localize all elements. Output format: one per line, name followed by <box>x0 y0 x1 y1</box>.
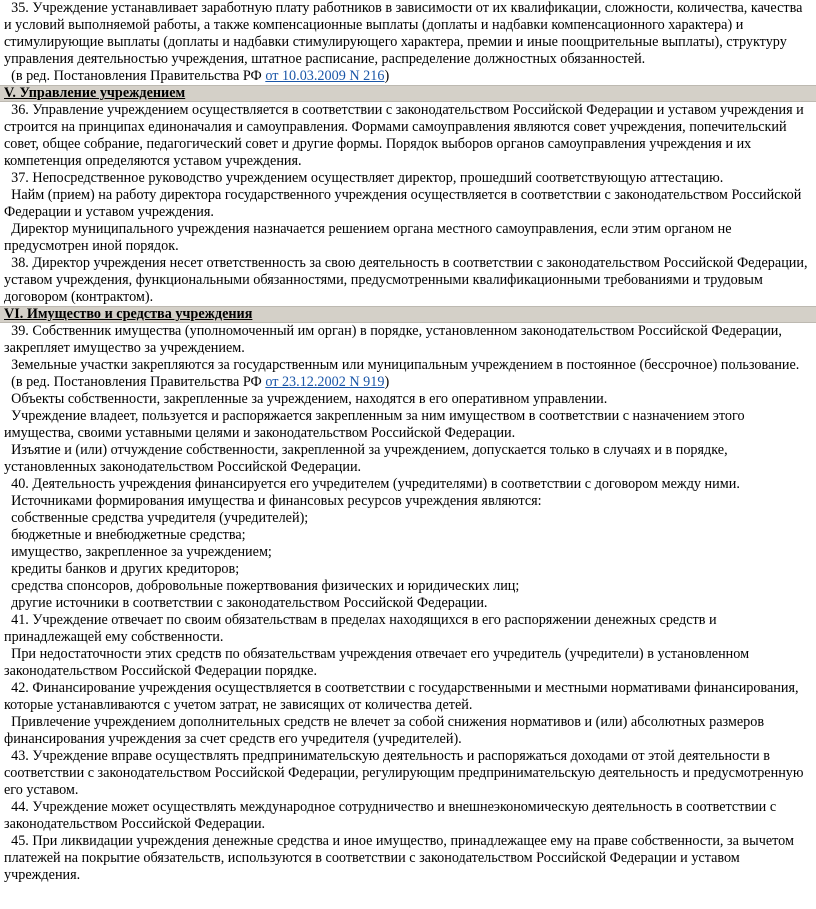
amendment-suffix: ) <box>384 68 390 84</box>
paragraph: имущество, закрепленное за учреждением; <box>4 544 272 560</box>
paragraph: 41. Учреждение отвечает по своим обязательствам в пределах находящихся в его распоряжении денежных средств и принадлежащей ему собственности. <box>4 612 717 645</box>
paragraph: кредиты банков и других кредиторов; <box>4 561 240 577</box>
amendment-reference <box>4 68 812 85</box>
paragraph: Объекты собственности, закрепленные за учреждением, находятся в его оперативном управлении. <box>4 391 608 407</box>
paragraph: 37. Непосредственное руководство учреждением осуществляет директор, прошедший соответствующую аттестацию. <box>4 170 724 186</box>
paragraph: Директор муниципального учреждения назначается решением органа местного самоуправления, если этим органом не предусмотрен иной порядок. <box>4 221 732 254</box>
paragraph: 43. Учреждение вправе осуществлять предпринимательскую деятельность и распоряжаться доходами от этой деятельности в соответствии с законодательством Российской Федерации, регулирующим предпринимательскую деятельность и предусмотренную его уставом. <box>4 748 804 798</box>
paragraph: Привлечение учреждением дополнительных средств не влечет за собой снижения нормативов и (или) абсолютных размеров финансирования учреждения за счет средств его учредителя (учредителей). <box>4 714 765 747</box>
paragraph: 35. Учреждение устанавливает заработную плату работников в зависимости от их квалификации, сложности, количества, качества и условий выполняемой работы, а также компенсационные выплаты (доплаты и надбавки компенсационного характера) и стимулирующие выплаты (доплаты и надбавки стимулирующего характера, премии и иные поощрительные выплаты), структуру управления деятельностью учреждения, штатное расписание, распределение должностных обязанностей. <box>4 0 803 67</box>
paragraph: Изъятие и (или) отчуждение собственности, закрепленной за учреждением, допускается только в случаях и в порядке, установленных законодательством Российской Федерации. <box>4 442 728 475</box>
paragraph: бюджетные и внебюджетные средства; <box>4 527 246 543</box>
paragraph: Учреждение владеет, пользуется и распоряжается закрепленным за ним имуществом в соответствии с назначением этого имущества, своими уставными целями и законодательством Российской Федерации. <box>4 408 745 441</box>
amendment-reference <box>4 374 812 391</box>
paragraph: собственные средства учредителя (учредителей); <box>4 510 309 526</box>
amendment-suffix: ) <box>384 374 390 390</box>
paragraph: 38. Директор учреждения несет ответственность за свою деятельность в соответствии с законодательством Российской Федерации, уставом учреждения, функциональными обязанностями, предусмотренными квалификационными требованиями и трудовым договором (контрактом). <box>4 255 808 305</box>
paragraph: При недостаточности этих средств по обязательствам учреждения отвечает его учредитель (учредители) в установленном законодательством Российской Федерации порядке. <box>4 646 750 679</box>
amendment-prefix: (в ред. Постановления Правительства РФ <box>4 374 266 390</box>
paragraph: Источниками формирования имущества и финансовых ресурсов учреждения являются: <box>4 493 542 509</box>
section-heading: VI. Имущество и средства учреждения <box>0 306 816 323</box>
paragraph: 45. При ликвидации учреждения денежные средства и иное имущество, принадлежащее ему на праве собственности, за вычетом платежей на покрытие обязательств, используются в соответствии с законодательством Российской Федерации и уставом учреждения. <box>4 833 794 883</box>
paragraph: 42. Финансирование учреждения осуществляется в соответствии с государственными и местными нормативами финансирования, которые устанавливаются с учетом затрат, не зависящих от количества детей. <box>4 680 799 713</box>
paragraph: 40. Деятельность учреждения финансируется его учредителем (учредителями) в соответствии с договором между ними. <box>4 476 740 492</box>
paragraph: 44. Учреждение может осуществлять международное сотрудничество и внешнеэкономическую деятельность в соответствии с законодательством Российской Федерации. <box>4 799 777 832</box>
amendment-prefix: (в ред. Постановления Правительства РФ <box>4 68 266 84</box>
paragraph: средства спонсоров, добровольные пожертвования физических и юридических лиц; <box>4 578 520 594</box>
paragraph: Найм (прием) на работу директора государственного учреждения осуществляется в соответствии с законодательством Российской Федерации и уставом учреждения. <box>4 187 802 220</box>
paragraph: 36. Управление учреждением осуществляется в соответствии с законодательством Российской Федерации и уставом учреждения и строится на принципах единоначалия и самоуправления. Формами самоуправления являются совет учреждения, попечительский совет, общее собрание, педагогический совет и другие формы. Порядок выборов органов самоуправления учреждения и их компетенция определяются уставом учреждения. <box>4 102 804 169</box>
amendment-link[interactable]: от 10.03.2009 N 216 <box>265 68 385 84</box>
paragraph: 39. Собственник имущества (уполномоченный им орган) в порядке, установленном законодательством Российской Федерации, закрепляет имущество за учреждением. <box>4 323 782 356</box>
amendment-link[interactable]: от 23.12.2002 N 919 <box>265 374 385 390</box>
paragraph: Земельные участки закрепляются за государственным или муниципальным учреждением в постоянное (бессрочное) пользование. <box>4 357 800 373</box>
section-heading: V. Управление учреждением <box>0 85 816 102</box>
paragraph: другие источники в соответствии с законодательством Российской Федерации. <box>4 595 488 611</box>
